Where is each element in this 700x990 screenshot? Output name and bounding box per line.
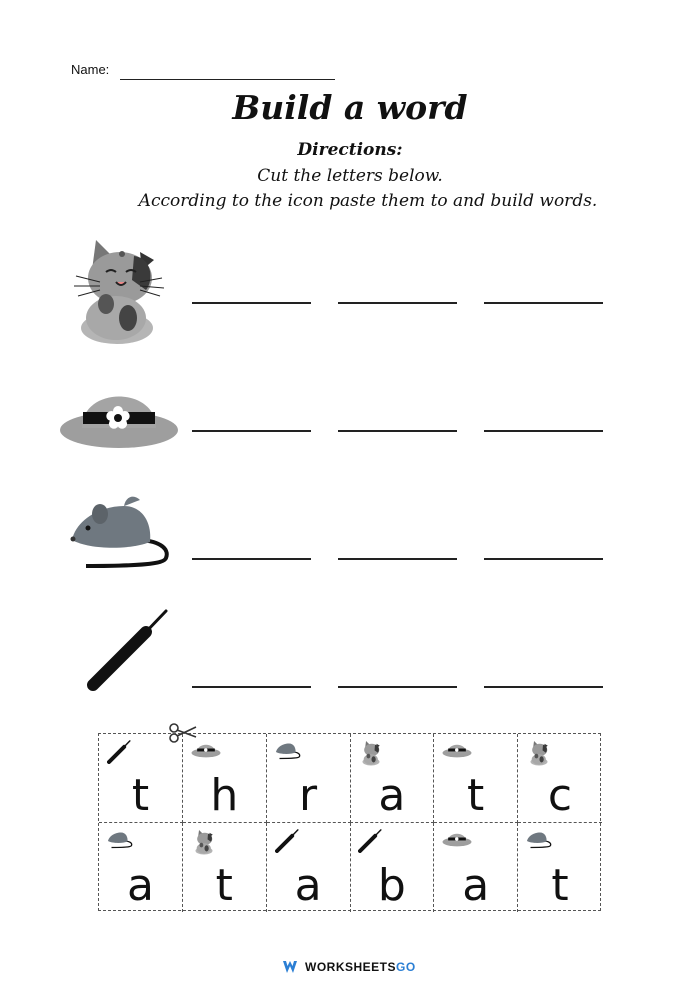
letter-card-letter: b (377, 859, 406, 911)
word-row-cat (0, 230, 700, 350)
letter-card-letter: t (215, 859, 233, 911)
letter-card-letter: t (131, 770, 150, 821)
hat-icon (442, 829, 472, 847)
bat-icon (86, 608, 170, 692)
letter-blank[interactable] (192, 302, 311, 304)
letter-blank[interactable] (338, 686, 457, 688)
letter-card[interactable] (99, 734, 183, 823)
rat-icon (526, 829, 552, 849)
bat-icon (358, 829, 382, 853)
cat-icon (70, 236, 164, 346)
cat-icon (526, 740, 552, 766)
word-row-rat (0, 488, 700, 608)
cut-out-letter-grid (98, 733, 601, 911)
letter-card[interactable] (350, 734, 434, 823)
hat-icon (191, 740, 221, 758)
letter-blank[interactable] (338, 558, 457, 560)
letter-card[interactable] (350, 823, 434, 912)
letter-card[interactable] (518, 734, 602, 823)
letter-blank[interactable] (338, 302, 457, 304)
letter-blank[interactable] (338, 430, 457, 432)
letter-card-letter: r (299, 770, 318, 821)
letter-card-letter: a (294, 859, 322, 911)
letter-blank[interactable] (192, 430, 311, 432)
directions-line-1: Cut the letters below. (257, 166, 443, 186)
letter-blank[interactable] (484, 558, 603, 560)
letter-card-letter: c (547, 770, 573, 821)
letter-card[interactable] (434, 823, 518, 912)
letter-card[interactable] (518, 823, 602, 912)
letter-blank[interactable] (484, 302, 603, 304)
letter-card[interactable] (183, 734, 267, 823)
hat-icon (58, 378, 180, 450)
page-title: Build a word (232, 88, 468, 127)
letter-card-letter: t (467, 770, 485, 821)
worksheetsgo-logo-icon (283, 961, 301, 973)
name-field[interactable] (120, 79, 335, 80)
letter-card-letter: t (551, 859, 569, 911)
letter-card[interactable] (267, 734, 351, 823)
bat-icon (275, 829, 299, 853)
cat-icon (358, 740, 384, 766)
bat-icon (107, 740, 131, 764)
letter-blank[interactable] (484, 686, 603, 688)
letter-card[interactable] (267, 823, 351, 912)
cat-icon (191, 829, 217, 855)
letter-card[interactable] (183, 823, 267, 912)
directions-heading: Directions: (297, 140, 403, 160)
brand-suffix: GO (396, 960, 416, 974)
hat-icon (442, 740, 472, 758)
letter-blank[interactable] (484, 430, 603, 432)
letter-card-letter: h (210, 770, 239, 821)
letter-blank[interactable] (192, 686, 311, 688)
letter-blank[interactable] (192, 558, 311, 560)
word-row-bat (0, 600, 700, 720)
letter-card-letter: a (378, 770, 406, 821)
rat-icon (70, 492, 170, 572)
brand-name: WORKSHEETS (305, 960, 397, 974)
footer-brand (283, 960, 416, 974)
letter-card[interactable] (99, 823, 183, 912)
letter-card[interactable] (434, 734, 518, 823)
rat-icon (275, 740, 301, 760)
rat-icon (107, 829, 133, 849)
letter-card-letter: a (127, 859, 154, 911)
letter-card-letter: a (462, 859, 490, 911)
directions-line-2: According to the icon paste them to and build words. (138, 191, 598, 211)
name-label: Name: (71, 62, 110, 77)
word-row-hat (0, 360, 700, 480)
